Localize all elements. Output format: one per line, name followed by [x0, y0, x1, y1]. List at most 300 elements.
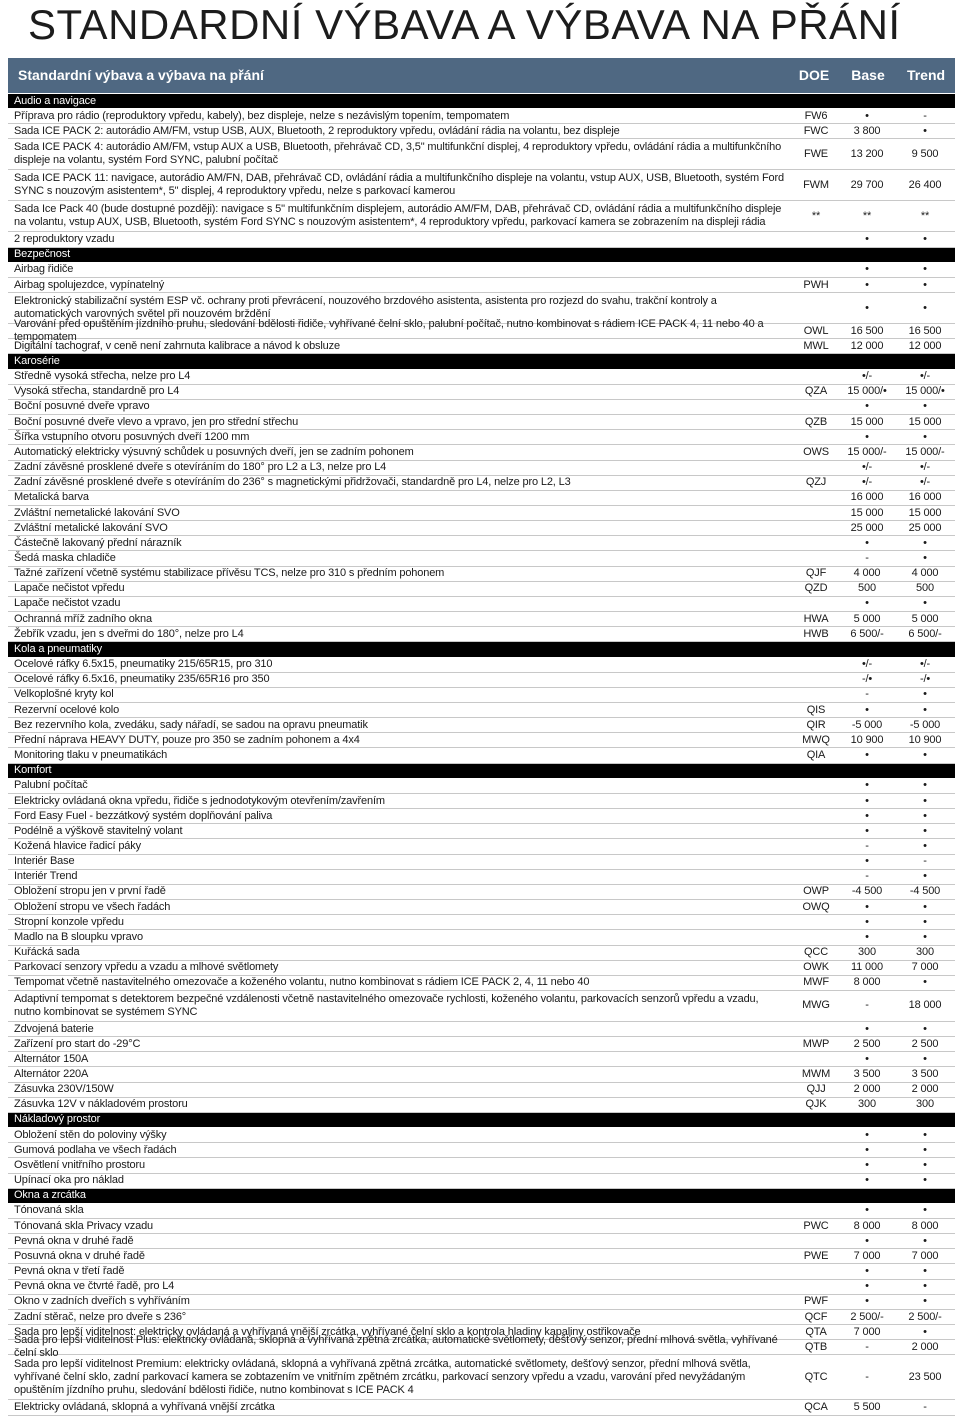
- table-row: [8, 809, 955, 824]
- trend-value: **: [920, 209, 930, 222]
- trend-value: •: [923, 930, 927, 943]
- base-value: -: [865, 999, 869, 1012]
- equipment-table: [8, 94, 955, 1416]
- table-row: [8, 1310, 955, 1325]
- base-value: •/-: [861, 658, 873, 671]
- table-row: [8, 551, 955, 566]
- table-row: [8, 612, 955, 627]
- table-row: [8, 536, 955, 551]
- trend-value: •/-: [919, 476, 931, 489]
- trend-value: •: [923, 976, 927, 989]
- item-description: Obložení stěn do poloviny výšky: [14, 1128, 167, 1141]
- item-description: Sada ICE PACK 11: navigace, autorádio AM/FN, DAB, přehrávač CD, ovládání rádia a multifunkčního displeje na volantu, vstup AUX, USB, Bluetooth, systém Ford SYNC s nouzovým asistentem*, 5" displej, 4 reproduktory vpředu, nelze s parkovací kamerou: [14, 172, 784, 198]
- table-row: [8, 1174, 955, 1189]
- base-value: •: [865, 1265, 869, 1278]
- base-value: •: [865, 233, 869, 246]
- table-row: [8, 567, 955, 582]
- table-row: [8, 170, 955, 201]
- table-row: [8, 688, 955, 703]
- item-code: QJK: [805, 1098, 827, 1111]
- item-code: OWS: [803, 445, 829, 458]
- base-value: •/-: [861, 370, 873, 383]
- section-title: Kola a pneumatiky: [14, 642, 102, 655]
- item-code: PWF: [804, 1295, 828, 1308]
- item-code: MWM: [801, 1068, 831, 1081]
- item-description: Bez rezervního kola, zvedáku, sady nářadí, se sadou na opravu pneumatik: [14, 718, 368, 731]
- table-row: [8, 1280, 955, 1295]
- header-code: DOE: [798, 67, 830, 83]
- item-code: OWK: [803, 961, 829, 974]
- table-row: [8, 658, 955, 673]
- base-value: 15 000: [850, 506, 884, 519]
- item-description: Zadní závěsné prosklené dveře s otevíráním do 236° s magnetickými přidržovači, standardně pro L4, nelze pro L2, L3: [14, 476, 571, 489]
- base-value: •: [865, 109, 869, 122]
- header-trend: Trend: [906, 67, 946, 83]
- item-code: QZD: [804, 582, 828, 595]
- trend-value: 16 500: [908, 324, 942, 337]
- item-description: Kožená hlavice řadicí páky: [14, 839, 141, 852]
- trend-value: •: [923, 703, 927, 716]
- item-code: MWF: [803, 976, 829, 989]
- table-row: [8, 263, 955, 278]
- base-value: •: [865, 1143, 869, 1156]
- base-value: 2 000: [853, 1083, 881, 1096]
- item-description: Zadní závěsné prosklené dveře s otevíráním do 180° pro L2 a L3, nelze pro L4: [14, 461, 387, 474]
- base-value: •/-: [861, 476, 873, 489]
- item-code: FWC: [803, 124, 829, 137]
- base-value: •: [865, 900, 869, 913]
- table-row: [8, 415, 955, 430]
- item-code: **: [811, 209, 821, 222]
- item-description: Osvětlení vnitřního prostoru: [14, 1158, 145, 1171]
- item-code: PWH: [803, 278, 829, 291]
- base-value: -: [865, 688, 869, 701]
- table-row: [8, 278, 955, 293]
- item-description: Velkoplošné kryty kol: [14, 688, 114, 701]
- table-row: [8, 733, 955, 748]
- item-code: PWC: [803, 1219, 829, 1232]
- item-description: Elektricky ovládaná okna vpředu, řidiče s jednodotykovým otevřením/zavřením: [14, 794, 385, 807]
- base-value: 2 500: [853, 1037, 881, 1050]
- table-row: [8, 139, 955, 170]
- table-row: [8, 870, 955, 885]
- item-code: QZB: [804, 415, 828, 428]
- item-description: Zdvojená baterie: [14, 1022, 94, 1035]
- table-row: [8, 461, 955, 476]
- base-value: •: [865, 824, 869, 837]
- item-description: Ford Easy Fuel - bezzátkový systém doplňování paliva: [14, 809, 273, 822]
- trend-value: •/-: [919, 370, 931, 383]
- item-description: Pevná okna v třetí řadě: [14, 1265, 125, 1278]
- item-description: Příprava pro rádio (reproduktory vpředu, kabely), bez displeje, nelze s nezávislým topením, tempomatem: [14, 109, 510, 122]
- section-header: [8, 764, 955, 779]
- item-description: Sada pro lepší viditelnost Plus: elektricky ovládaná, sklopná a vyhřívaná zpětná zrcátka, automatické světlomety, dešťový senzor, přední mlhová světla, vyhřívané čelní sklo: [14, 1334, 778, 1360]
- base-value: 5 000: [853, 612, 881, 625]
- trend-value: •: [923, 278, 927, 291]
- table-header: [8, 58, 955, 93]
- item-description: Tažné zařízení včetně systému stabilizace přívěsu TCS, nelze pro 310 s předním pohonem: [14, 567, 445, 580]
- base-value: -: [865, 870, 869, 883]
- trend-value: 15 000: [908, 506, 942, 519]
- trend-value: •: [923, 430, 927, 443]
- item-description: Středně vysoká střecha, nelze pro L4: [14, 370, 191, 383]
- base-value: •/-: [861, 461, 873, 474]
- item-description: Boční posuvné dveře vlevo a vpravo, jen pro střední střechu: [14, 415, 299, 428]
- base-value: •: [865, 263, 869, 276]
- base-value: •: [865, 1128, 869, 1141]
- trend-value: •: [923, 1280, 927, 1293]
- item-description: Varování před opuštěním jízdního pruhu, sledování bdělosti řidiče, vyhřívané čelní sklo, palubní počítač, nutno kombinovat s rádiem ICE PACK 4, 11 nebo 40 a tempomatem: [14, 318, 764, 344]
- table-row: [8, 476, 955, 491]
- item-description: Tónovaná skla: [14, 1204, 84, 1217]
- trend-value: •: [923, 794, 927, 807]
- section-header: [8, 94, 955, 109]
- table-row: [8, 794, 955, 809]
- base-value: 500: [858, 582, 876, 595]
- item-description: Zásuvka 12V v nákladovém prostoru: [14, 1098, 188, 1111]
- base-value: •: [865, 915, 869, 928]
- base-value: •: [865, 301, 869, 314]
- item-description: Alternátor 220A: [14, 1068, 89, 1081]
- base-value: •: [865, 400, 869, 413]
- trend-value: -4 500: [909, 885, 941, 898]
- item-description: Šedá maska chladiče: [14, 552, 116, 565]
- base-value: •: [865, 536, 869, 549]
- table-row: [8, 1334, 955, 1360]
- trend-value: •: [923, 749, 927, 762]
- item-description: Airbag spolujezdce, vypínatelný: [14, 278, 165, 291]
- item-description: Metalická barva: [14, 491, 89, 504]
- base-value: 25 000: [850, 521, 884, 534]
- trend-value: •: [923, 536, 927, 549]
- item-description: Sada Ice Pack 40 (bude dostupné později): navigace s 5" multifunkčním displejem, autorádio AM/FM, DAB, přehrávač CD, ovládání rádia a multifunkčního displeje na volantu, vstup AUX, USB, Bluetooth, systém Ford SYNC s nouzovým asistentem*, 4 reproduktory vpředu, parkovací kamera se zobrazením na displeji rádia: [14, 203, 782, 229]
- table-row: [8, 385, 955, 400]
- item-description: Upínací oka pro náklad: [14, 1174, 124, 1187]
- item-code: OWQ: [802, 900, 830, 913]
- base-value: •: [865, 794, 869, 807]
- item-code: QCA: [804, 1400, 828, 1413]
- table-row: [8, 201, 955, 232]
- base-value: 300: [858, 1098, 876, 1111]
- section-title: Audio a navigace: [14, 94, 96, 107]
- item-description: Airbag řidiče: [14, 263, 74, 276]
- base-value: •: [865, 703, 869, 716]
- item-code: PWE: [803, 1249, 829, 1262]
- base-value: 12 000: [850, 339, 884, 352]
- trend-value: 16 000: [908, 491, 942, 504]
- table-row: [8, 318, 955, 344]
- trend-value: 2 000: [911, 1083, 939, 1096]
- trend-value: •: [923, 915, 927, 928]
- item-description: Tempomat včetně nastavitelného omezovače a koženého volantu, nutno kombinovat s rádiem ICE PACK 2, 4, 11 nebo 40: [14, 976, 590, 989]
- base-value: 3 500: [853, 1068, 881, 1081]
- trend-value: •: [923, 597, 927, 610]
- table-row: [8, 491, 955, 506]
- base-value: •: [865, 1204, 869, 1217]
- trend-value: -: [923, 855, 927, 868]
- base-value: -4 500: [851, 885, 883, 898]
- item-code: QTA: [805, 1325, 827, 1338]
- base-value: 7 000: [853, 1249, 881, 1262]
- item-description: Lapače nečistot vzadu: [14, 597, 121, 610]
- trend-value: 5 000: [911, 612, 939, 625]
- table-row: [8, 1143, 955, 1158]
- item-code: HWB: [803, 627, 829, 640]
- table-row: [8, 1067, 955, 1082]
- trend-value: •: [923, 824, 927, 837]
- base-value: -: [865, 839, 869, 852]
- item-code: MWP: [802, 1037, 830, 1050]
- trend-value: •: [923, 688, 927, 701]
- item-code: QIR: [806, 718, 826, 731]
- table-row: [8, 1052, 955, 1067]
- item-code: FWM: [803, 178, 829, 191]
- base-value: •: [865, 430, 869, 443]
- trend-value: •: [923, 400, 927, 413]
- table-row: [8, 582, 955, 597]
- trend-value: 6 500/-: [908, 627, 942, 640]
- table-row: [8, 1128, 955, 1143]
- item-code: HWA: [803, 612, 829, 625]
- table-row: [8, 900, 955, 915]
- item-description: Sada pro lepší viditelnost Premium: elektricky ovládaná, sklopná a vyhřívaná zpětná zrcátka, automatické světlomety, dešťový senzor, přední mlhová světla, vyhřívané čelní sklo, zadní parkovací kamera se zobtazením ve vnitřním zpětném zrcátku, parkovací senzory vpředu a vzadu, varování před nevyžádaným opuštěním jízdního pruhu, sledování bdělosti řidiče, nutno kombinovat s ICE PACK 4: [14, 1357, 751, 1396]
- trend-value: 18 000: [908, 999, 942, 1012]
- base-value: 7 000: [853, 1325, 881, 1338]
- table-row: [8, 991, 955, 1022]
- item-description: Adaptivní tempomat s detektorem bezpečné vzdálenosti včetně nastavitelného omezovače rychlosti, koženého volantu, parkovacích senzorů vpředu a vzadu, nutno kombinovat se systémem SYNC: [14, 992, 759, 1018]
- base-value: •: [865, 1280, 869, 1293]
- trend-value: •: [923, 1158, 927, 1171]
- trend-value: 300: [916, 1098, 934, 1111]
- trend-value: 15 000: [908, 415, 942, 428]
- item-description: Madlo na B sloupku vpravo: [14, 930, 143, 943]
- trend-value: •/-: [919, 461, 931, 474]
- table-row: [8, 839, 955, 854]
- table-row: [8, 748, 955, 763]
- trend-value: 2 500/-: [908, 1310, 942, 1323]
- trend-value: 7 000: [911, 961, 939, 974]
- base-value: 15 000: [850, 415, 884, 428]
- trend-value: •: [923, 124, 927, 137]
- trend-value: 25 000: [908, 521, 942, 534]
- item-description: Stropní konzole vpředu: [14, 915, 124, 928]
- table-row: [8, 1400, 955, 1415]
- item-description: Ocelové ráfky 6.5x15, pneumatiky 215/65R15, pro 310: [14, 658, 273, 671]
- trend-value: 7 000: [911, 1249, 939, 1262]
- base-value: •: [865, 597, 869, 610]
- table-row: [8, 1158, 955, 1173]
- table-row: [8, 855, 955, 870]
- item-code: OWP: [803, 885, 829, 898]
- item-description: Pevná okna ve čtvrté řadě, pro L4: [14, 1280, 175, 1293]
- item-description: Elektricky ovládaná, sklopná a vyhřívaná vnější zrcátka: [14, 1400, 275, 1413]
- header-label: Standardní výbava a výbava na přání: [18, 67, 264, 83]
- item-description: Zvláštní nemetalické lakování SVO: [14, 506, 180, 519]
- base-value: -/•: [861, 673, 873, 686]
- trend-value: •: [923, 1325, 927, 1338]
- base-value: •: [865, 1052, 869, 1065]
- table-row: [8, 885, 955, 900]
- trend-value: 500: [916, 582, 934, 595]
- trend-value: •: [923, 1295, 927, 1308]
- page-title: STANDARDNÍ VÝBAVA A VÝBAVA NA PŘÁNÍ: [28, 1, 901, 48]
- item-description: Parkovací senzory vpředu a vzadu a mlhové světlomety: [14, 961, 279, 974]
- table-row: [8, 930, 955, 945]
- item-code: QZA: [804, 385, 828, 398]
- item-description: Pevná okna v druhé řadě: [14, 1234, 134, 1247]
- base-value: •: [865, 1234, 869, 1247]
- trend-value: •: [923, 839, 927, 852]
- trend-value: 9 500: [911, 147, 939, 160]
- table-row: [8, 976, 955, 991]
- base-value: 15 000/•: [847, 385, 887, 398]
- trend-value: -/•: [919, 673, 931, 686]
- table-row: [8, 521, 955, 536]
- base-value: 8 000: [853, 976, 881, 989]
- item-code: OWL: [803, 324, 829, 337]
- item-code: MWG: [802, 999, 830, 1012]
- table-row: [8, 1098, 955, 1113]
- item-description: Podélně a výškově stavitelný volant: [14, 824, 183, 837]
- base-value: 5 500: [853, 1400, 881, 1413]
- table-row: [8, 339, 955, 354]
- base-value: -: [865, 552, 869, 565]
- item-description: Posuvná okna v druhé řadě: [14, 1249, 145, 1262]
- trend-value: 4 000: [911, 567, 939, 580]
- item-description: Rezervní ocelové kolo: [14, 703, 120, 716]
- item-description: Sada pro lepší viditelnost: elektricky ovládaná a vyhřívaná vnější zrcátka, vyhřívané čelní sklo a kontrola hladiny kapaliny ostřikovače: [14, 1325, 641, 1338]
- base-value: 16 000: [850, 491, 884, 504]
- item-description: 2 reproduktory vzadu: [14, 233, 115, 246]
- table-row: [8, 1022, 955, 1037]
- trend-value: •: [923, 1022, 927, 1035]
- item-description: Lapače nečistot vpředu: [14, 582, 125, 595]
- item-description: Ocelové ráfky 6.5x16, pneumatiky 235/65R16 pro 350: [14, 673, 270, 686]
- table-row: [8, 124, 955, 139]
- section-header: [8, 1189, 955, 1204]
- trend-value: 2 000: [911, 1340, 939, 1353]
- item-description: Tónovaná skla Privacy vzadu: [14, 1219, 154, 1232]
- trend-value: -: [923, 1400, 927, 1413]
- base-value: •: [865, 1022, 869, 1035]
- trend-value: •: [923, 900, 927, 913]
- trend-value: •: [923, 870, 927, 883]
- trend-value: •: [923, 1174, 927, 1187]
- table-row: [8, 673, 955, 688]
- table-row: [8, 824, 955, 839]
- item-code: QJJ: [806, 1083, 826, 1096]
- trend-value: •: [923, 809, 927, 822]
- item-description: Zařízení pro start do -29°C: [14, 1037, 141, 1050]
- trend-value: 23 500: [908, 1370, 942, 1383]
- table-row: [8, 1234, 955, 1249]
- item-description: Částečně lakovaný přední nárazník: [14, 536, 182, 549]
- item-code: MWL: [803, 339, 829, 352]
- table-row: [8, 506, 955, 521]
- table-row: [8, 627, 955, 642]
- item-description: Monitoring tlaku v pneumatikách: [14, 749, 168, 762]
- item-description: Palubní počítač: [14, 779, 88, 792]
- trend-value: •: [923, 779, 927, 792]
- table-row: [8, 1219, 955, 1234]
- base-value: •: [865, 779, 869, 792]
- table-row: [8, 1264, 955, 1279]
- table-row: [8, 961, 955, 976]
- base-value: 300: [858, 946, 876, 959]
- item-description: Šířka vstupního otvoru posuvných dveří 1200 mm: [14, 430, 250, 443]
- item-description: Elektronický stabilizační systém ESP vč. ochrany proti převrácení, nouzového brzdového asistenta, asistenta pro rozjezd do svahu, trakční kontroly a automatických varovných světel při nouzovém brždění: [14, 295, 717, 321]
- base-value: 29 700: [850, 178, 884, 191]
- table-row: [8, 1037, 955, 1052]
- item-code: FWE: [804, 147, 828, 160]
- item-description: Obložení stropu jen v první řadě: [14, 885, 166, 898]
- trend-value: 12 000: [908, 339, 942, 352]
- base-value: 8 000: [853, 1219, 881, 1232]
- section-header: [8, 642, 955, 657]
- trend-value: •: [923, 1052, 927, 1065]
- item-description: Interiér Trend: [14, 870, 78, 883]
- table-row: [8, 718, 955, 733]
- item-description: Obložení stropu ve všech řadách: [14, 900, 171, 913]
- item-code: QZJ: [805, 476, 827, 489]
- table-row: [8, 946, 955, 961]
- trend-value: •: [923, 233, 927, 246]
- item-code: MWQ: [802, 733, 830, 746]
- base-value: 6 500/-: [850, 627, 884, 640]
- base-value: -5 000: [851, 718, 883, 731]
- item-code: QJF: [805, 567, 827, 580]
- item-code: QTC: [804, 1370, 828, 1383]
- item-description: Okno v zadních dveřích s vyhříváním: [14, 1295, 190, 1308]
- base-value: •: [865, 1174, 869, 1187]
- table-row: [8, 1249, 955, 1264]
- item-description: Přední náprava HEAVY DUTY, pouze pro 350 se zadním pohonem a 4x4: [14, 733, 360, 746]
- base-value: •: [865, 855, 869, 868]
- trend-value: •/-: [919, 658, 931, 671]
- base-value: 4 000: [853, 567, 881, 580]
- table-row: [8, 430, 955, 445]
- base-value: •: [865, 278, 869, 291]
- trend-value: •: [923, 1204, 927, 1217]
- base-value: 16 500: [850, 324, 884, 337]
- table-row: [8, 400, 955, 415]
- item-code: QCF: [804, 1310, 828, 1323]
- table-row: [8, 1083, 955, 1098]
- base-value: •: [865, 930, 869, 943]
- base-value: -: [865, 1340, 869, 1353]
- table-row: [8, 1355, 955, 1400]
- table-row: [8, 703, 955, 718]
- section-header: [8, 248, 955, 263]
- base-value: 3 800: [853, 124, 881, 137]
- item-code: QIA: [806, 749, 826, 762]
- trend-value: •: [923, 1265, 927, 1278]
- trend-value: •: [923, 552, 927, 565]
- section-title: Okna a zrcátka: [14, 1189, 86, 1202]
- base-value: •: [865, 1158, 869, 1171]
- trend-value: -5 000: [909, 718, 941, 731]
- table-row: [8, 445, 955, 460]
- trend-value: 26 400: [908, 178, 942, 191]
- item-description: Sada ICE PACK 2: autorádio AM/FM, vstup USB, AUX, Bluetooth, 2 reproduktory vpředu, ovládání rádia na volantu, bez displeje: [14, 124, 620, 137]
- item-description: Sada ICE PACK 4: autorádio AM/FM, vstup AUX a USB, Bluetooth, přehrávač CD, 3,5" multifunkční displej, 4 reproduktory vpředu, ovládání rádia a multifunkčního displeje na volantu, systém Ford SYNC, palubní počítač: [14, 141, 782, 167]
- item-description: Digitální tachograf, v ceně není zahrnuta kalibrace a návod k obsluze: [14, 339, 340, 352]
- item-description: Zásuvka 230V/150W: [14, 1083, 114, 1096]
- section-header: [8, 1113, 955, 1128]
- item-code: QTB: [804, 1340, 828, 1353]
- section-title: Karosérie: [14, 354, 60, 367]
- trend-value: 300: [916, 946, 934, 959]
